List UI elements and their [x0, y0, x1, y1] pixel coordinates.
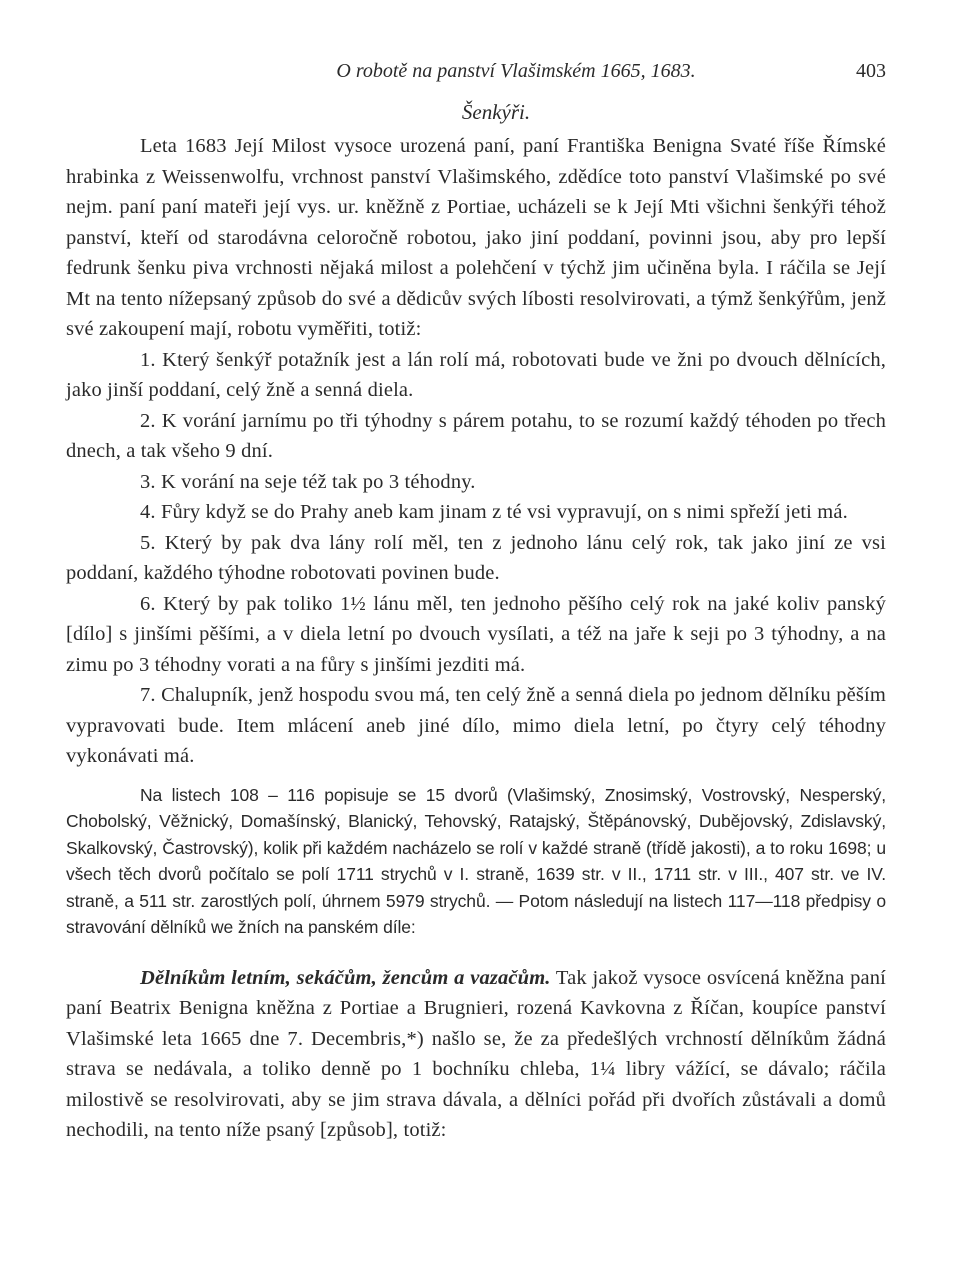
paragraph-item-1: 1. Který šenkýř potažník jest a lán rolí má, robotovati bude ve žni po dvouch dělnících, jako jinší poddaní, celý žně a senná diela. [66, 348, 886, 401]
section-title: Šenkýři. [461, 100, 531, 124]
paragraph-item-3: 3. K vorání na seje též tak po 3 téhodny. [140, 470, 476, 493]
paragraph-item-7: 7. Chalupník, jenž hospodu svou má, ten celý žně a senná diela po jednom dělníku pěším vypravovati bude. Item mlácení aneb jiné dílo, mimo diela letní, po čtyry celý téhodny vykonávati má. [66, 684, 886, 767]
paragraph-item-2: 2. K vorání jarnímu po tři týhodny s párem potahu, to se rozumí každý téhoden po třech dnech, a tak všeho 9 dní. [66, 409, 886, 462]
page-header [66, 60, 886, 96]
page-number: 403 [856, 60, 886, 82]
editorial-note: Na listech 108 – 116 popisuje se 15 dvorů (Vlašimský, Znosimský, Vostrovský, Nesperský, Chobolský, Věžnický, Domašínský, Blanický, Tehovský, Ratajský, Štěpánovský, Dubějovský, Zdislavský, Skalkovský, Častrovský), kolik při každém nacházelo se rolí v každé straně (třídě jakosti), a to roku 1698; u všech těch dvorů počítalo se polí 1711 strychů v I. straně, 1639 str. v II., 1711 str. v III., 407 str. ve IV. straně, a 511 str. zarostlých polí, úhrnem 5979 strychů. — Potom následují na listech 117—118 předpisy o stravování dělníků we žních na panském díle: [66, 784, 886, 937]
paragraph-item-4: 4. Fůry když se do Prahy aneb kam jinam z té vsi vypravují, on s nimi spřeží jeti má. [140, 501, 848, 523]
document-page [66, 60, 886, 1146]
final-heading: Dělníkům letním, sekáčům, žencům a vazačům. [140, 966, 551, 989]
paragraph-final [66, 963, 886, 1146]
paragraph-item-6: 6. Který by pak toliko 1½ lánu měl, ten jednoho pěšího celý rok na jaké koliv panský [dílo] s jinšími pěšími, a v diela letní po dvouch vysílati, a též na jaře k seji po 3 týhodny, a na zimu po 3 téhodny vorati a na fůry s jinšími jezditi má. [66, 592, 886, 676]
final-text: Tak jakož vysoce osvícená kněžna paní paní Beatrix Benigna kněžna z Portiae a Brugnieri, rozená Kavkovna z Říčan, koupíce panství Vlašimské leta 1665 dne 7. Decembris,*) našlo se, že za předešlých vrchností dělníkům žádná strava se nedávala, a toliko denně po 1 bochníku chleba, 1¼ libry vážící, se dávalo; ráčila milostivě se resolvirovati, aby se jim strava dávala, a dělníci pořád při dvořích zůstávali a domů nechodili, na tento níže psaný [způsob], totiž: [66, 966, 886, 1141]
paragraph-item-5: 5. Který by pak dva lány rolí měl, ten z jednoho lánu celý rok, tak jako jiní ze vsi poddaní, každého týhodne robotovati povinen bude. [66, 531, 886, 584]
paragraph-intro: Leta 1683 Její Milost vysoce urozená paní, paní Františka Benigna Svaté říše Římské hrabinka z Weissenwolfu, vrchnost panství Vlašimského, zdědíce toto panství Vlašimské po své nejm. paní paní mateři její vys. ur. kněžně z Portiae, ucházeli se k Její Mti všichni šenkýři téhož panství, kteří od starodávna celoročně robotou, jako jiní poddaní, povinni jsou, aby pro lepší fedrunk šenku piva vrchnosti nějaká milost a polehčení v týchž jim učiněna byla. I ráčila se Její Mt na tento nížepsaný způsob do své a dědicův svých líbosti resolvirovati, a týmž šenkýřům, jenž své zakoupení mají, robotu vyměřiti, totiž: [66, 135, 886, 340]
running-title: O robotě na panství Vlašimském 1665, 1683. [336, 60, 696, 82]
